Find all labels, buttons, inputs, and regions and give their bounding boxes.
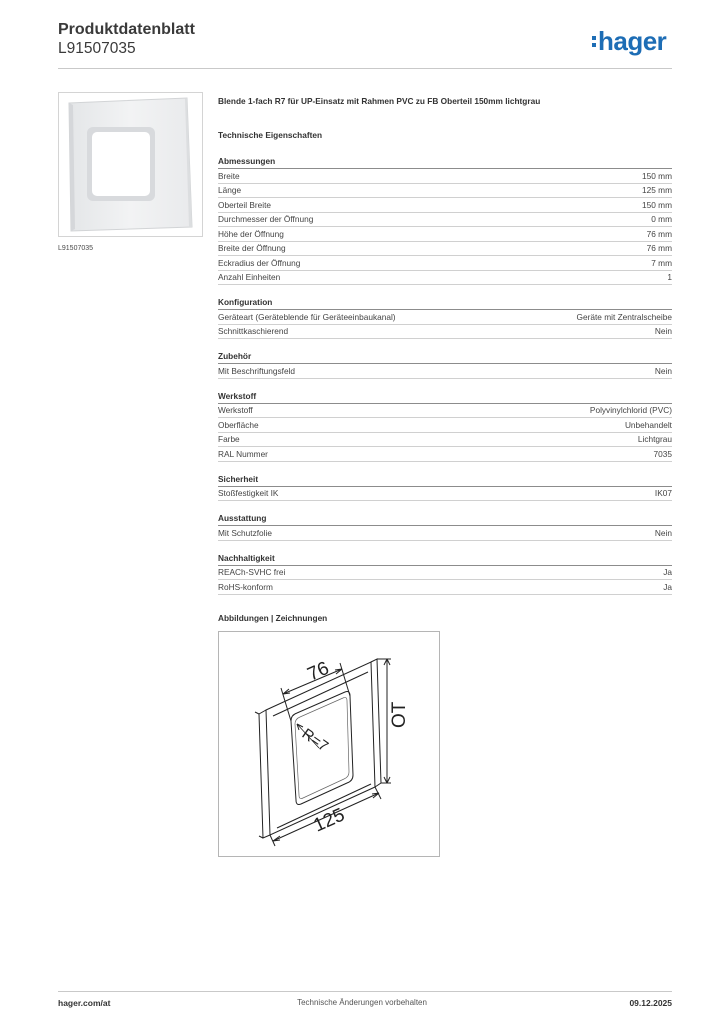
- dimension-drawing-icon: [219, 632, 439, 856]
- spec-sections: [218, 156, 672, 595]
- section-title: Ausstattung: [218, 513, 672, 526]
- spec-value: 1: [667, 272, 672, 283]
- spec-row: [218, 404, 672, 419]
- spec-value: 150 mm: [642, 170, 672, 181]
- spec-row: [218, 526, 672, 541]
- hager-logo: [592, 25, 666, 57]
- dim-length-label: 125: [310, 804, 348, 837]
- spec-row: [218, 433, 672, 448]
- spec-label: Mit Schutzfolie: [218, 527, 272, 538]
- section-title: Werkstoff: [218, 391, 672, 404]
- spec-value: 7035: [653, 448, 672, 459]
- section-title: Zubehör: [218, 351, 672, 364]
- spec-label: Schnittkaschierend: [218, 326, 289, 337]
- spec-row: [218, 418, 672, 433]
- spec-value: Lichtgrau: [637, 434, 672, 445]
- spec-value: 76 mm: [646, 228, 672, 239]
- section-gap: [218, 379, 672, 391]
- technical-drawing: [218, 631, 440, 857]
- figures-title: Abbildungen | Zeichnungen: [218, 613, 328, 623]
- product-description: Blende 1-fach R7 für UP-Einsatz mit Rahmen PVC zu FB Oberteil 150mm lichtgrau: [218, 96, 541, 106]
- spec-row: [218, 566, 672, 581]
- logo-text: hager: [598, 25, 667, 56]
- spec-label: Anzahl Einheiten: [218, 272, 281, 283]
- spec-section: [218, 513, 672, 541]
- dim-width-label: 76: [304, 657, 333, 686]
- product-thumbnail: [58, 92, 203, 237]
- spec-row: [218, 256, 672, 271]
- spec-row: [218, 198, 672, 213]
- logo-dots-icon: [592, 36, 596, 47]
- spec-row: [218, 310, 672, 325]
- spec-label: Länge: [218, 185, 242, 196]
- spec-label: Geräteart (Geräteblende für Geräteeinbaukanal): [218, 311, 396, 322]
- spec-label: Durchmesser der Öffnung: [218, 214, 314, 225]
- spec-content: [218, 96, 672, 595]
- spec-label: Eckradius der Öffnung: [218, 257, 301, 268]
- spec-row: [218, 364, 672, 379]
- section-gap: [218, 285, 672, 297]
- spec-label: Oberteil Breite: [218, 199, 272, 210]
- product-code: L91507035: [58, 40, 136, 57]
- header-divider: [58, 68, 672, 69]
- spec-label: Farbe: [218, 434, 240, 445]
- section-gap: [218, 541, 672, 553]
- spec-row: [218, 580, 672, 595]
- section-title: Sicherheit: [218, 474, 672, 487]
- spec-label: RoHS-konform: [218, 581, 273, 592]
- spec-value: Polyvinylchlorid (PVC): [589, 405, 672, 416]
- footer-disclaimer: Technische Änderungen vorbehalten: [297, 998, 427, 1007]
- spec-section: [218, 391, 672, 462]
- spec-label: Werkstoff: [218, 405, 253, 416]
- spec-value: Geräte mit Zentralscheibe: [576, 311, 672, 322]
- spec-section: [218, 156, 672, 285]
- page-title: Produktdatenblatt: [58, 21, 195, 38]
- spec-value: IK07: [654, 488, 672, 499]
- spec-row: [218, 487, 672, 502]
- footer-website-link[interactable]: hager.com/at: [58, 998, 111, 1008]
- spec-label: REACh-SVHC frei: [218, 567, 286, 578]
- spec-label: Breite der Öffnung: [218, 243, 286, 254]
- section-gap: [218, 462, 672, 474]
- spec-value: Ja: [663, 581, 672, 592]
- spec-label: Breite: [218, 170, 240, 181]
- spec-label: Mit Beschriftungsfeld: [218, 365, 296, 376]
- spec-section: [218, 351, 672, 379]
- spec-value: Nein: [654, 527, 672, 538]
- section-gap: [218, 501, 672, 513]
- spec-value: 150 mm: [642, 199, 672, 210]
- section-title: Nachhaltigkeit: [218, 553, 672, 566]
- spec-row: [218, 227, 672, 242]
- spec-section: [218, 553, 672, 595]
- spec-value: 7 mm: [651, 257, 672, 268]
- spec-row: [218, 447, 672, 462]
- thumbnail-caption: L91507035: [58, 245, 94, 252]
- spec-row: [218, 213, 672, 228]
- spec-label: Oberfläche: [218, 419, 259, 430]
- section-gap: [218, 339, 672, 351]
- spec-value: Nein: [654, 365, 672, 376]
- footer-divider: [58, 991, 672, 992]
- spec-value: 76 mm: [646, 243, 672, 254]
- spec-label: Höhe der Öffnung: [218, 228, 284, 239]
- spec-value: Nein: [654, 326, 672, 337]
- spec-label: Stoßfestigkeit IK: [218, 488, 279, 499]
- spec-section: [218, 474, 672, 502]
- spec-value: 0 mm: [651, 214, 672, 225]
- section-title: Konfiguration: [218, 297, 672, 310]
- spec-row: [218, 325, 672, 340]
- spec-row: [218, 184, 672, 199]
- dim-height-label: OT: [389, 701, 410, 728]
- section-title: Abmessungen: [218, 156, 672, 169]
- spec-row: [218, 169, 672, 184]
- spec-value: Ja: [663, 567, 672, 578]
- dim-radius-label: R=7: [298, 725, 332, 756]
- spec-row: [218, 271, 672, 286]
- spec-section: [218, 297, 672, 339]
- faceplate-image-icon: [59, 93, 202, 236]
- spec-value: 125 mm: [642, 185, 672, 196]
- technical-properties-title: Technische Eigenschaften: [218, 130, 323, 140]
- footer-date: 09.12.2025: [629, 998, 672, 1008]
- spec-value: Unbehandelt: [624, 419, 672, 430]
- spec-row: [218, 242, 672, 257]
- spec-label: RAL Nummer: [218, 448, 268, 459]
